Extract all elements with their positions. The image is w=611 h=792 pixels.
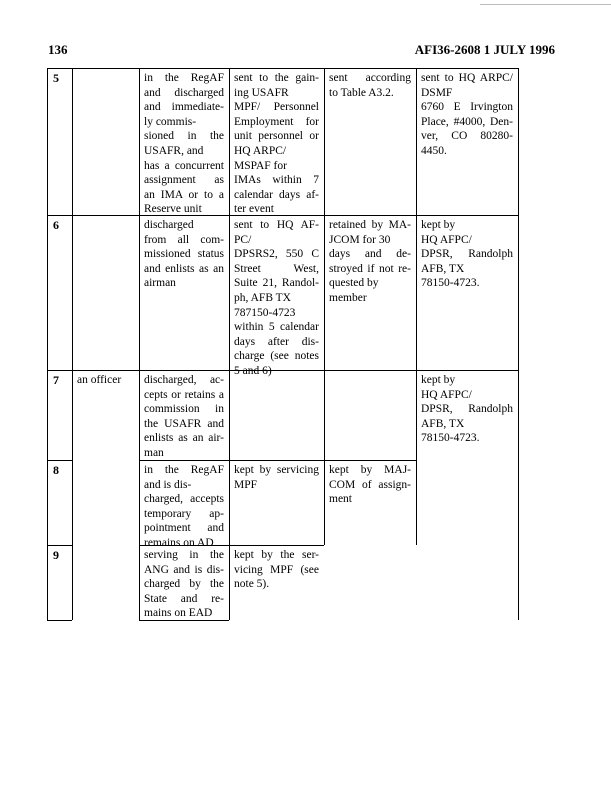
column-b-line: cepts or retains a: [144, 388, 224, 401]
column-d-line: retained by MA-: [329, 219, 411, 231]
top-rule: [480, 4, 611, 5]
table-border-right: [518, 68, 519, 620]
table-border-left: [47, 68, 48, 620]
column-b-line: the USAFR and: [144, 417, 224, 430]
column-b-line: discharged, ac-: [144, 374, 224, 386]
column-b-line: charged, accepts: [144, 493, 224, 506]
column-b-line: and is dis-: [144, 478, 192, 491]
column-e-line: AFB, TX: [421, 262, 465, 275]
column-d-line: member: [329, 292, 367, 304]
column-d-line: JCOM for 30: [329, 233, 391, 246]
column-b-line: man: [144, 447, 164, 459]
column-b-line: ANG and is dis-: [144, 563, 224, 576]
col-divider-a: [139, 68, 140, 620]
column-b-line: enlists as an air-: [144, 432, 224, 445]
row-divider: [47, 460, 72, 461]
column-b-line: ly commis-: [144, 115, 197, 128]
column-a-cell: an officer: [77, 374, 122, 386]
page-number: 136: [48, 42, 68, 57]
column-b-line: sioned in the: [144, 130, 224, 143]
column-e-line: HQ AFPC/: [421, 388, 472, 401]
column-e-line: DPSR, Randolph: [421, 248, 513, 261]
column-c-line: unit personnel or: [234, 130, 319, 143]
column-b-line: USAFR, and: [144, 145, 204, 157]
table-border-top: [47, 68, 519, 69]
column-d-line: stroyed if not re-: [329, 262, 411, 275]
column-c-line: vicing MPF (see: [234, 563, 319, 576]
column-c-line: MSPAF for: [234, 159, 287, 172]
table-border-bottom: [47, 620, 72, 621]
col-divider-rule: [72, 68, 73, 620]
column-c-line: ter event: [234, 203, 274, 216]
column-b-line: in the RegAF: [144, 464, 224, 476]
column-d-line: sent according: [329, 72, 411, 84]
column-b-line: from all com-: [144, 233, 224, 246]
column-b-line: pointment and: [144, 522, 224, 535]
column-e-line: 78150-4723.: [421, 277, 480, 290]
column-c-line: calendar days af-: [234, 188, 319, 201]
column-c-line: kept by servicing: [234, 464, 319, 476]
column-b-line: charged by the: [144, 578, 224, 591]
column-e-line: sent to HQ ARPC/: [421, 72, 513, 84]
column-b-line: an IMA or to a: [144, 188, 224, 201]
column-b-line: airman: [144, 277, 176, 290]
column-b-line: and enlists as an: [144, 262, 224, 275]
column-c-line: 787150-4723: [234, 306, 296, 319]
column-b-line: temporary ap-: [144, 507, 224, 520]
column-b-line: missioned status: [144, 248, 224, 261]
rule-number: 8: [53, 463, 59, 477]
row-divider: [47, 545, 72, 546]
column-c-line: PC/: [234, 233, 252, 246]
column-b-line: in the RegAF: [144, 72, 224, 84]
column-d-line: kept by MAJ-: [329, 464, 411, 476]
column-c-line: MPF/ Personnel: [234, 101, 319, 114]
column-c-line: sent to the gain-: [234, 72, 319, 84]
column-c-line: Employment for: [234, 115, 319, 128]
column-b-line: assignment as: [144, 174, 224, 187]
column-c-line: sent to HQ AF-: [234, 219, 319, 231]
column-b-line: State and re-: [144, 592, 224, 605]
column-e-line: 78150-4723.: [421, 432, 480, 445]
column-c-line: ing USAFR: [234, 86, 289, 99]
column-c-line: 5 and 6): [234, 365, 272, 377]
column-e-line: kept by: [421, 374, 456, 386]
column-c-line: Suite 21, Randol-: [234, 277, 319, 290]
column-b-line: remains on AD: [144, 537, 214, 549]
column-b-line: and discharged: [144, 86, 224, 99]
column-d-line: COM of assign-: [329, 478, 411, 491]
column-b-line: Reserve unit: [144, 203, 202, 216]
col-divider-d: [416, 68, 417, 545]
column-c-line: MPF: [234, 478, 258, 491]
rule-number: 9: [53, 548, 59, 562]
column-c-line: charge (see notes: [234, 350, 319, 363]
column-e-line: kept by: [421, 219, 456, 231]
column-b-line: has a concurrent: [144, 159, 224, 172]
column-e-line: Place, #4000, Den-: [421, 115, 513, 128]
column-c-line: kept by the ser-: [234, 549, 319, 561]
col-divider-b: [229, 68, 230, 620]
column-d-line: quested by: [329, 277, 379, 290]
column-b-line: discharged: [144, 219, 194, 231]
column-e-line: DSMF: [421, 86, 453, 99]
column-e-line: 6760 E Irvington: [421, 101, 513, 114]
column-e-line: HQ AFPC/: [421, 233, 472, 246]
rule-number: 5: [53, 71, 59, 85]
rule-number: 6: [53, 218, 59, 232]
column-d-line: to Table A3.2.: [329, 86, 394, 99]
column-b-line: and immediate-: [144, 101, 224, 114]
column-b-line: mains on EAD: [144, 607, 213, 620]
column-b-line: commission in: [144, 403, 224, 416]
column-e-line: DPSR, Randolph: [421, 403, 513, 416]
column-c-line: within 5 calendar: [234, 321, 319, 334]
column-c-line: DPSRS2, 550 C: [234, 248, 319, 261]
column-d-line: ment: [329, 493, 352, 506]
rule-number: 7: [53, 373, 59, 387]
column-c-line: HQ ARPC/: [234, 145, 287, 157]
column-d-line: days and de-: [329, 248, 411, 261]
column-c-line: IMAs within 7: [234, 174, 319, 187]
column-c-line: ph, AFB TX: [234, 292, 291, 304]
column-e-line: ver, CO 80280-: [421, 130, 513, 143]
col-divider-c: [324, 68, 325, 545]
column-c-line: days after dis-: [234, 335, 319, 348]
column-e-line: AFB, TX: [421, 417, 465, 430]
column-b-line: serving in the: [144, 549, 224, 561]
column-e-line: 4450.: [421, 145, 447, 157]
column-c-line: note 5).: [234, 578, 270, 591]
column-c-line: Street West,: [234, 262, 319, 275]
document-id: AFI36-2608 1 JULY 1996: [414, 42, 555, 57]
